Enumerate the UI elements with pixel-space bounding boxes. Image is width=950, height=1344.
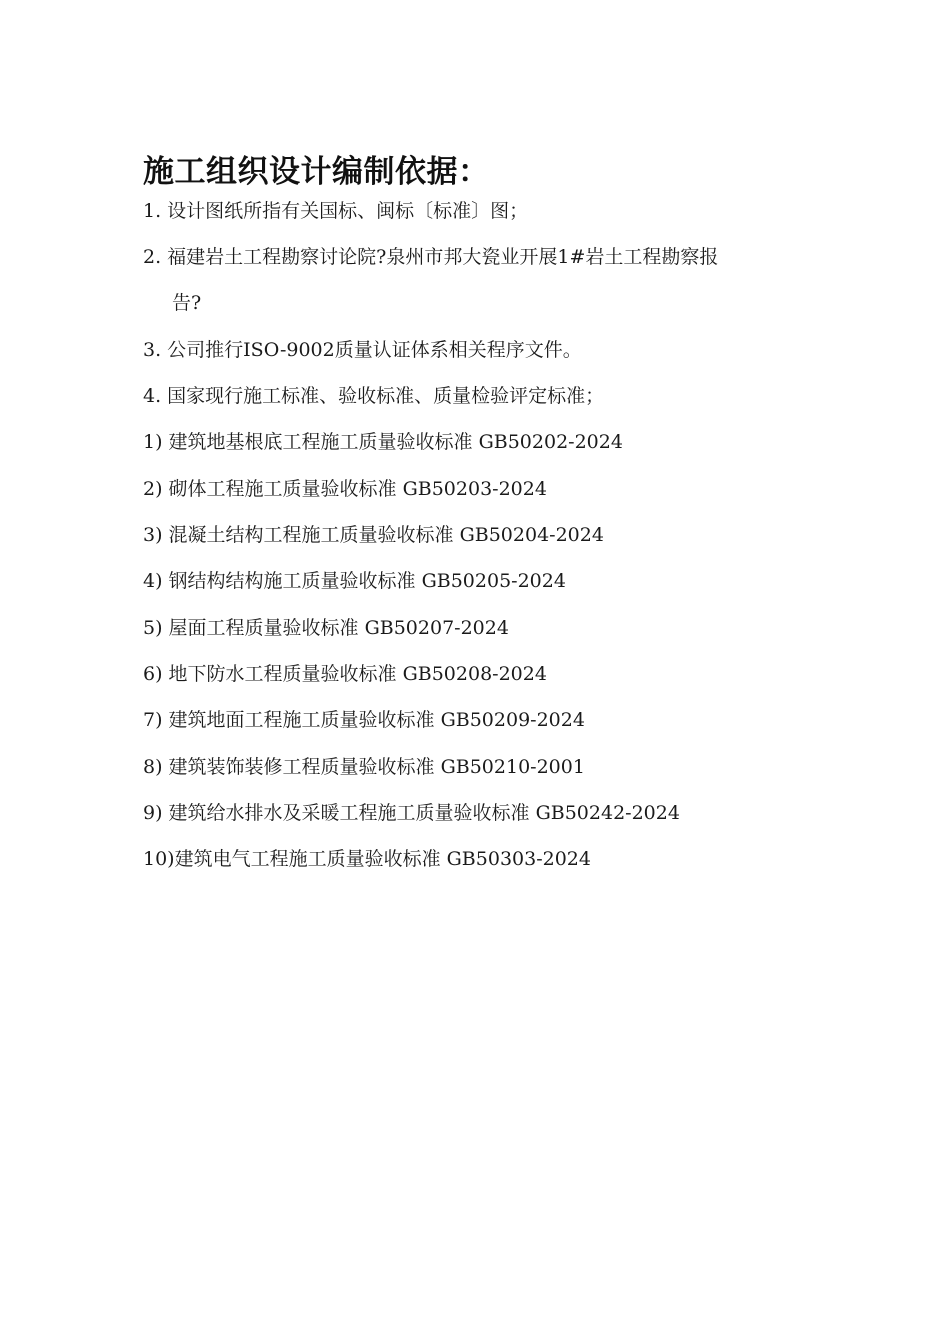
standard-item-5: 5) 屋面工程质量验收标准 GB50207-2024 <box>143 617 509 639</box>
standard-item-3: 3) 混凝土结构工程施工质量验收标准 GB50204-2024 <box>143 524 604 546</box>
standard-item-7: 7) 建筑地面工程施工质量验收标准 GB50209-2024 <box>143 709 585 731</box>
standard-item-6: 6) 地下防水工程质量验收标准 GB50208-2024 <box>143 663 547 685</box>
standard-item-10: 10)建筑电气工程施工质量验收标准 GB50303-2024 <box>143 848 591 870</box>
standard-item-4: 4) 钢结构结构施工质量验收标准 GB50205-2024 <box>143 570 566 592</box>
standard-item-2: 2) 砌体工程施工质量验收标准 GB50203-2024 <box>143 478 547 500</box>
basis-item-1: 1. 设计图纸所指有关国标、闽标〔标准〕图； <box>143 200 529 222</box>
basis-item-3: 3. 公司推行ISO-9002质量认证体系相关程序文件。 <box>143 339 582 361</box>
document-title: 施工组织设计编制依据： <box>143 154 490 190</box>
basis-item-2-continuation: 告? <box>172 292 202 314</box>
basis-item-4: 4. 国家现行施工标准、验收标准、质量检验评定标准； <box>143 385 605 407</box>
basis-item-2: 2. 福建岩土工程勘察讨论院?泉州市邦大瓷业开展1#岩土工程勘察报 <box>143 246 719 268</box>
standard-item-1: 1) 建筑地基根底工程施工质量验收标准 GB50202-2024 <box>143 431 623 453</box>
standard-item-9: 9) 建筑给水排水及采暖工程施工质量验收标准 GB50242-2024 <box>143 802 680 824</box>
standard-item-8: 8) 建筑装饰装修工程质量验收标准 GB50210-2001 <box>143 756 585 778</box>
